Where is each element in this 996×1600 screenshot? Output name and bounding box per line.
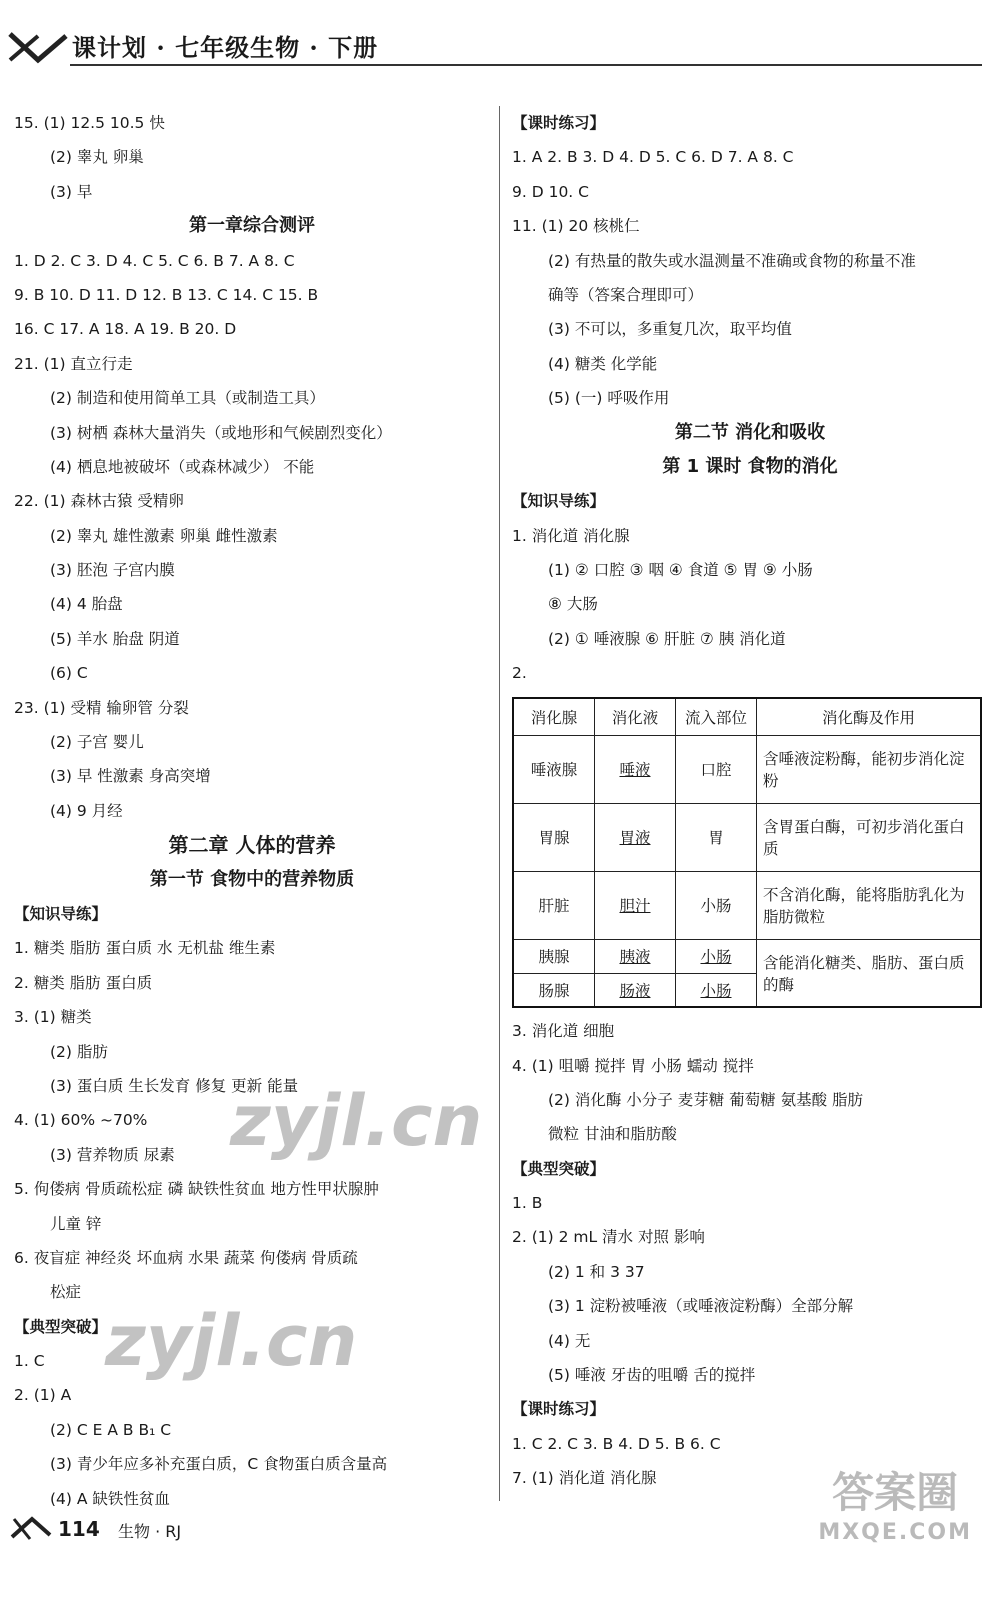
table-cell: 胃液 (595, 803, 676, 871)
answer-line: 第 1 课时 食物的消化 (662, 455, 838, 477)
answer-line: (3) 不可以，多重复几次，取平均值 (548, 320, 792, 339)
table-cell: 小肠 (676, 973, 757, 1007)
answer-line: (4) 无 (548, 1331, 591, 1350)
answer-line: 第二章 人体的营养 (168, 833, 336, 858)
answer-line: (3) 青少年应多补充蛋白质，C 食物蛋白质含量高 (50, 1455, 388, 1474)
table-cell: 小肠 (676, 871, 757, 939)
answer-line: (4) A 缺铁性贫血 (50, 1489, 170, 1508)
answer-line: (2) 睾丸 雄性激素 卵巢 雌性激素 (50, 526, 278, 545)
table-cell: 唾液腺 (513, 735, 595, 803)
watermark-small: MXQE.COM (818, 1520, 972, 1545)
answer-line: (2) C E A B B₁ C (50, 1420, 172, 1439)
book-logo-icon (10, 1515, 52, 1543)
answer-line: 儿童 锌 (50, 1214, 102, 1233)
table-cell: 肝脏 (513, 871, 595, 939)
answer-line: 4. (1) 60% ~70% (14, 1111, 148, 1130)
answer-line: 【典型突破】 (512, 1159, 606, 1178)
watermark-text: zyjl.cn (230, 1080, 483, 1162)
table-header: 消化液 (595, 698, 676, 736)
answer-line: 5. 佝偻病 骨质疏松症 磷 缺铁性贫血 地方性甲状腺肿 (14, 1180, 379, 1199)
answer-line: (4) 糖类 化学能 (548, 354, 658, 373)
answer-line: 第二节 消化和吸收 (674, 421, 826, 443)
book-logo-icon (8, 30, 68, 66)
page-footer (0, 1505, 996, 1600)
answer-line: 2. (1) A (14, 1386, 72, 1405)
answer-line: 确等（答案合理即可） (548, 285, 704, 304)
answer-line: 23. (1) 受精 输卵管 分裂 (14, 698, 189, 717)
answer-line: 21. (1) 直立行走 (14, 354, 133, 373)
answer-line: (1) ② 口腔 ③ 咽 ④ 食道 ⑤ 胃 ⑨ 小肠 (548, 561, 813, 580)
table-cell: 含胃蛋白酶，可初步消化蛋白质 (757, 803, 982, 871)
answer-line: (3) 早 性激素 身高突增 (50, 767, 211, 786)
answer-line: 2. (1) 2 mL 清水 对照 影响 (512, 1228, 705, 1247)
answer-line: (3) 胚泡 子宫内膜 (50, 561, 175, 580)
answer-line: (4) 4 胎盘 (50, 595, 123, 614)
table-cell: 含能消化糖类、脂肪、蛋白质的酶 (757, 939, 982, 1007)
answer-line: 9. B 10. D 11. D 12. B 13. C 14. C 15. B (14, 285, 319, 304)
table-cell: 胃 (676, 803, 757, 871)
answer-line: ⑧ 大肠 (548, 595, 598, 614)
watermark-text: zyjl.cn (105, 1300, 358, 1382)
table-cell: 含唾液淀粉酶，能初步消化淀粉 (757, 735, 982, 803)
answer-line: 松症 (50, 1283, 82, 1302)
answer-line: 1. C (14, 1352, 45, 1371)
answer-line: (3) 1 淀粉被唾液（或唾液淀粉酶）全部分解 (548, 1297, 854, 1316)
footer-subject: 生物 · RJ (118, 1522, 182, 1541)
page-title: 课计划 · 七年级生物 · 下册 (72, 33, 379, 62)
answer-line: (2) 制造和使用简单工具（或制造工具） (50, 389, 325, 408)
table-row (513, 803, 981, 871)
answer-line: 1. C 2. C 3. B 4. D 5. B 6. C (512, 1434, 721, 1453)
answer-line: 1. A 2. B 3. D 4. D 5. C 6. D 7. A 8. C (512, 148, 794, 167)
table-cell: 胆汁 (595, 871, 676, 939)
table-cell: 肠液 (595, 973, 676, 1007)
answer-line: 16. C 17. A 18. A 19. B 20. D (14, 320, 237, 339)
table-header: 消化腺 (513, 698, 595, 736)
answer-line: 4. (1) 咀嚼 搅拌 胃 小肠 蠕动 搅拌 (512, 1056, 754, 1075)
table-cell: 胰液 (595, 939, 676, 973)
digestive-glands-table (512, 697, 982, 1009)
answer-line: 2. 糖类 脂肪 蛋白质 (14, 973, 153, 992)
answer-line: (2) ① 唾液腺 ⑥ 肝脏 ⑦ 胰 消化道 (548, 629, 786, 648)
answer-line: (2) 子宫 婴儿 (50, 733, 144, 752)
answer-line: 1. D 2. C 3. D 4. C 5. C 6. B 7. A 8. C (14, 251, 295, 270)
table-row (513, 871, 981, 939)
answer-line: 【课时练习】 (512, 114, 606, 132)
answer-line: 9. D 10. C (512, 182, 589, 201)
answer-line: 7. (1) 消化道 消化腺 (512, 1469, 657, 1488)
answer-line: (4) 栖息地被破坏（或森林减少） 不能 (50, 457, 315, 476)
header-rule (70, 64, 982, 66)
table-cell: 唾液 (595, 735, 676, 803)
answer-line: 【典型突破】 (14, 1317, 108, 1336)
table-cell: 肠腺 (513, 973, 595, 1007)
table-cell: 胰腺 (513, 939, 595, 973)
answer-line: 3. 消化道 细胞 (512, 1022, 615, 1041)
table-cell: 小肠 (676, 939, 757, 973)
answer-line: (5) (一) 呼吸作用 (548, 389, 670, 408)
answer-line: (3) 早 (50, 182, 93, 201)
page-header (0, 0, 996, 70)
answer-line: 15. (1) 12.5 10.5 快 (14, 114, 165, 132)
answer-line: (4) 9 月经 (50, 801, 123, 820)
answer-line: 1. 糖类 脂肪 蛋白质 水 无机盐 维生素 (14, 939, 276, 958)
answer-line: 22. (1) 森林古猿 受精卵 (14, 492, 184, 511)
table-cell: 不含消化酶，能将脂肪乳化为脂肪微粒 (757, 871, 982, 939)
answer-line: (2) 脂肪 (50, 1042, 108, 1061)
answer-line: (3) 树栖 森林大量消失（或地形和气候剧烈变化） (50, 423, 392, 442)
answer-line: (2) 睾丸 卵巢 (50, 148, 144, 167)
table-header: 消化酶及作用 (757, 698, 982, 736)
answer-line: (2) 消化酶 小分子 麦芽糖 葡萄糖 氨基酸 脂肪 (548, 1090, 864, 1109)
answer-line: 【知识导练】 (14, 904, 108, 923)
answer-line: 【知识导练】 (512, 492, 606, 511)
answer-line: 1. 消化道 消化腺 (512, 526, 630, 545)
answer-line: 1. B (512, 1194, 543, 1213)
answer-line: 微粒 甘油和脂肪酸 (548, 1125, 677, 1144)
table-header: 流入部位 (676, 698, 757, 736)
column-divider (499, 106, 500, 1501)
page-number: 114 (58, 1517, 100, 1541)
answer-line: 第一节 食物中的营养物质 (149, 868, 355, 890)
answer-line: 6. 夜盲症 神经炎 坏血病 水果 蔬菜 佝偻病 骨质疏 (14, 1248, 358, 1267)
table-header-row (513, 698, 981, 736)
answer-line: (3) 营养物质 尿素 (50, 1145, 175, 1164)
answer-line: 【课时练习】 (512, 1400, 606, 1419)
answer-line: (5) 唾液 牙齿的咀嚼 舌的搅拌 (548, 1366, 756, 1385)
answer-line: 第一章综合测评 (189, 215, 315, 237)
answer-line: (6) C (50, 664, 88, 683)
table-row (513, 939, 981, 973)
answer-line: (2) 有热量的散失或水温测量不准确或食物的称量不准 (548, 251, 916, 270)
answer-line: (3) 蛋白质 生长发育 修复 更新 能量 (50, 1076, 299, 1095)
answer-line: (2) 1 和 3 37 (548, 1262, 645, 1281)
answer-line: 3. (1) 糖类 (14, 1008, 92, 1027)
table-row (513, 735, 981, 803)
table-cell: 胃腺 (513, 803, 595, 871)
right-column (512, 106, 988, 1496)
table-cell: 口腔 (676, 735, 757, 803)
answer-line: 11. (1) 20 核桃仁 (512, 217, 640, 236)
answer-line: 2. (512, 664, 527, 683)
answer-line: (5) 羊水 胎盘 阴道 (50, 629, 180, 648)
watermark-big: 答案圈 (832, 1468, 959, 1517)
